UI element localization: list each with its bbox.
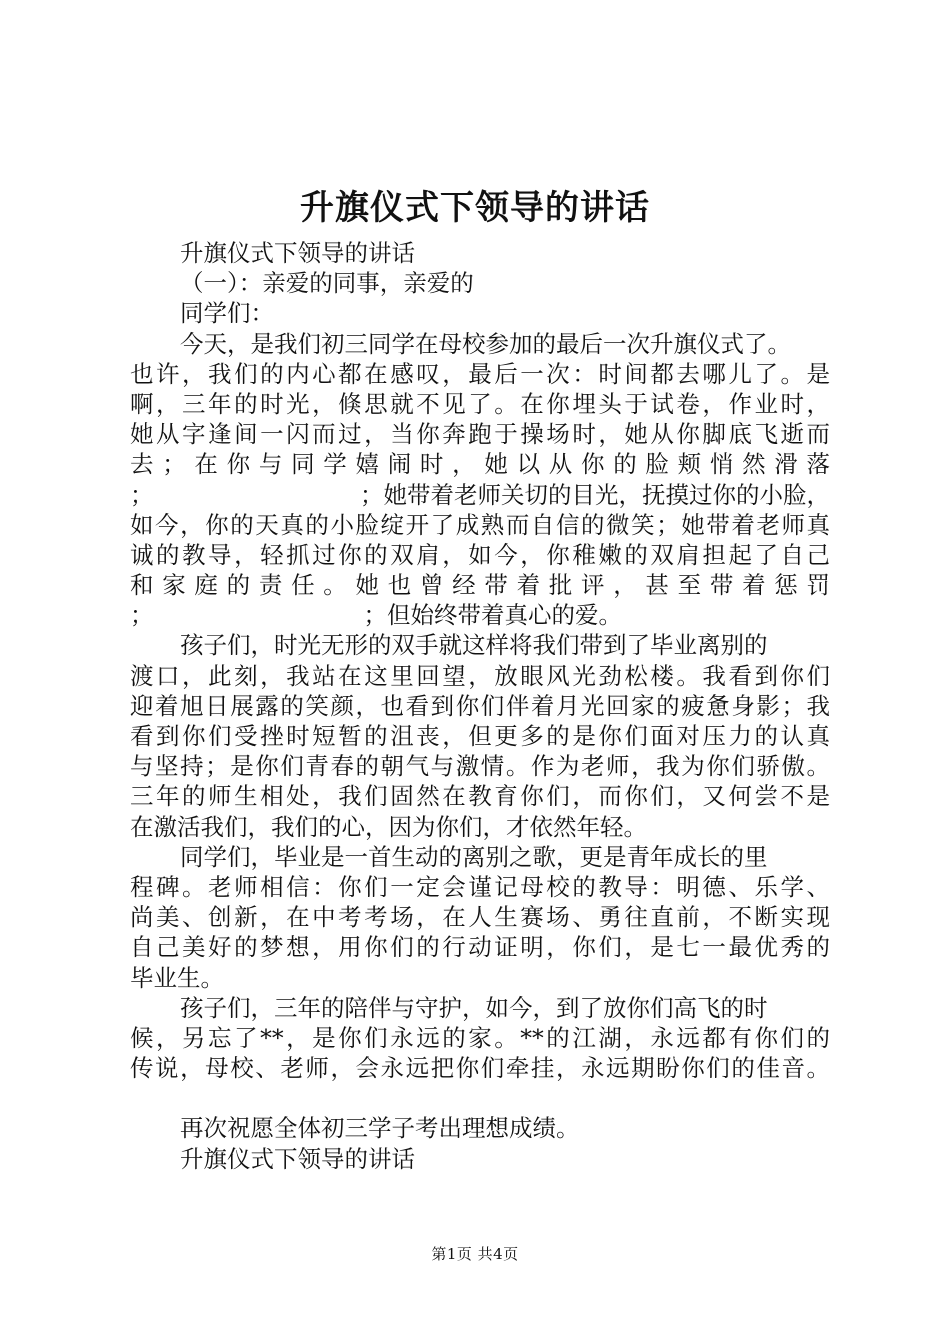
- body-line-segment: ；: [130, 601, 154, 630]
- body-line: 自己美好的梦想，用你们的行动证明，你们，是七一最优秀的: [130, 933, 830, 962]
- body-line: 去；在你与同学嬉闹时，她以从你的脸颊悄然滑落: [130, 450, 830, 479]
- body-line: 诚的教导，轻抓过你的双肩，如今，你稚嫩的双肩担起了自己: [130, 540, 830, 569]
- body-line: 渡口，此刻，我站在这里回望，放眼风光劲松楼。我看到你们: [130, 661, 830, 690]
- body-line: 看到你们受挫时短暂的沮丧，但更多的是你们面对压力的认真: [130, 722, 830, 750]
- body-line: 今天，是我们初三同学在母校参加的最后一次升旗仪式了。: [180, 329, 791, 358]
- body-line: （一）：亲爱的同事，亲爱的: [180, 269, 474, 298]
- body-line: 传说，母校、老师，会永远把你们牵挂，永远期盼你们的佳音。: [130, 1054, 830, 1083]
- body-line: 升旗仪式下领导的讲话: [180, 1144, 415, 1173]
- body-line: 同学们，毕业是一首生动的离别之歌，更是青年成长的里: [180, 842, 768, 871]
- body-line: 尚美、创新，在中考考场，在人生赛场、勇往直前，不断实现: [130, 903, 830, 932]
- body-line-segment: ；她带着老师关切的目光，抚摸过你的小脸，: [360, 480, 830, 509]
- body-line: 候，另忘了**，是你们永远的家。**的江湖，永远都有你们的: [130, 1023, 830, 1052]
- body-line: 她从字逢间一闪而过，当你奔跑于操场时，她从你脚底飞逝而: [130, 420, 830, 449]
- body-line: [130, 480, 830, 510]
- body-line: 孩子们，三年的陪伴与守护，如今，到了放你们高飞的时: [180, 993, 768, 1022]
- document-title: 升旗仪式下领导的讲话: [300, 188, 650, 228]
- body-line-segment: ；但始终带着真心的爱。: [363, 601, 622, 630]
- blank-line: [130, 1083, 830, 1113]
- body-line: 如今，你的天真的小脸绽开了成熟而自信的微笑；她带着老师真: [130, 510, 830, 539]
- body-line-segment: ；: [130, 480, 154, 509]
- body-line: 同学们：: [180, 299, 274, 328]
- body-line: 和家庭的责任。她也曾经带着批评，甚至带着惩罚: [130, 571, 830, 600]
- body-line: 再次祝愿全体初三学子考出理想成绩。: [180, 1114, 580, 1143]
- body-line: 升旗仪式下领导的讲话: [180, 239, 415, 267]
- body-line: 啊，三年的时光，倏思就不见了。在你埋头于试卷，作业时，: [130, 389, 830, 418]
- body-line: 迎着旭日展露的笑颜，也看到你们伴着月光回家的疲惫身影；我: [130, 691, 830, 720]
- body-line: 在激活我们，我们的心，因为你们，才依然年轻。: [130, 812, 647, 841]
- body-line: [130, 600, 830, 630]
- body-line: 孩子们，时光无形的双手就这样将我们带到了毕业离别的: [180, 631, 768, 660]
- page-footer: 第1页 共4页: [431, 1245, 519, 1263]
- body-line: 与坚持；是你们青春的朝气与激情。作为老师，我为你们骄傲。: [130, 752, 830, 781]
- body-line: 三年的师生相处，我们固然在教育你们，而你们，又何尝不是: [130, 782, 830, 811]
- body-line: 程碑。老师相信：你们一定会谨记母校的教导：明德、乐学、: [130, 872, 830, 901]
- body-line: 也许，我们的内心都在感叹，最后一次：时间都去哪儿了。是: [130, 359, 830, 388]
- body-line: 毕业生。: [130, 963, 224, 992]
- document-body: [130, 238, 830, 1174]
